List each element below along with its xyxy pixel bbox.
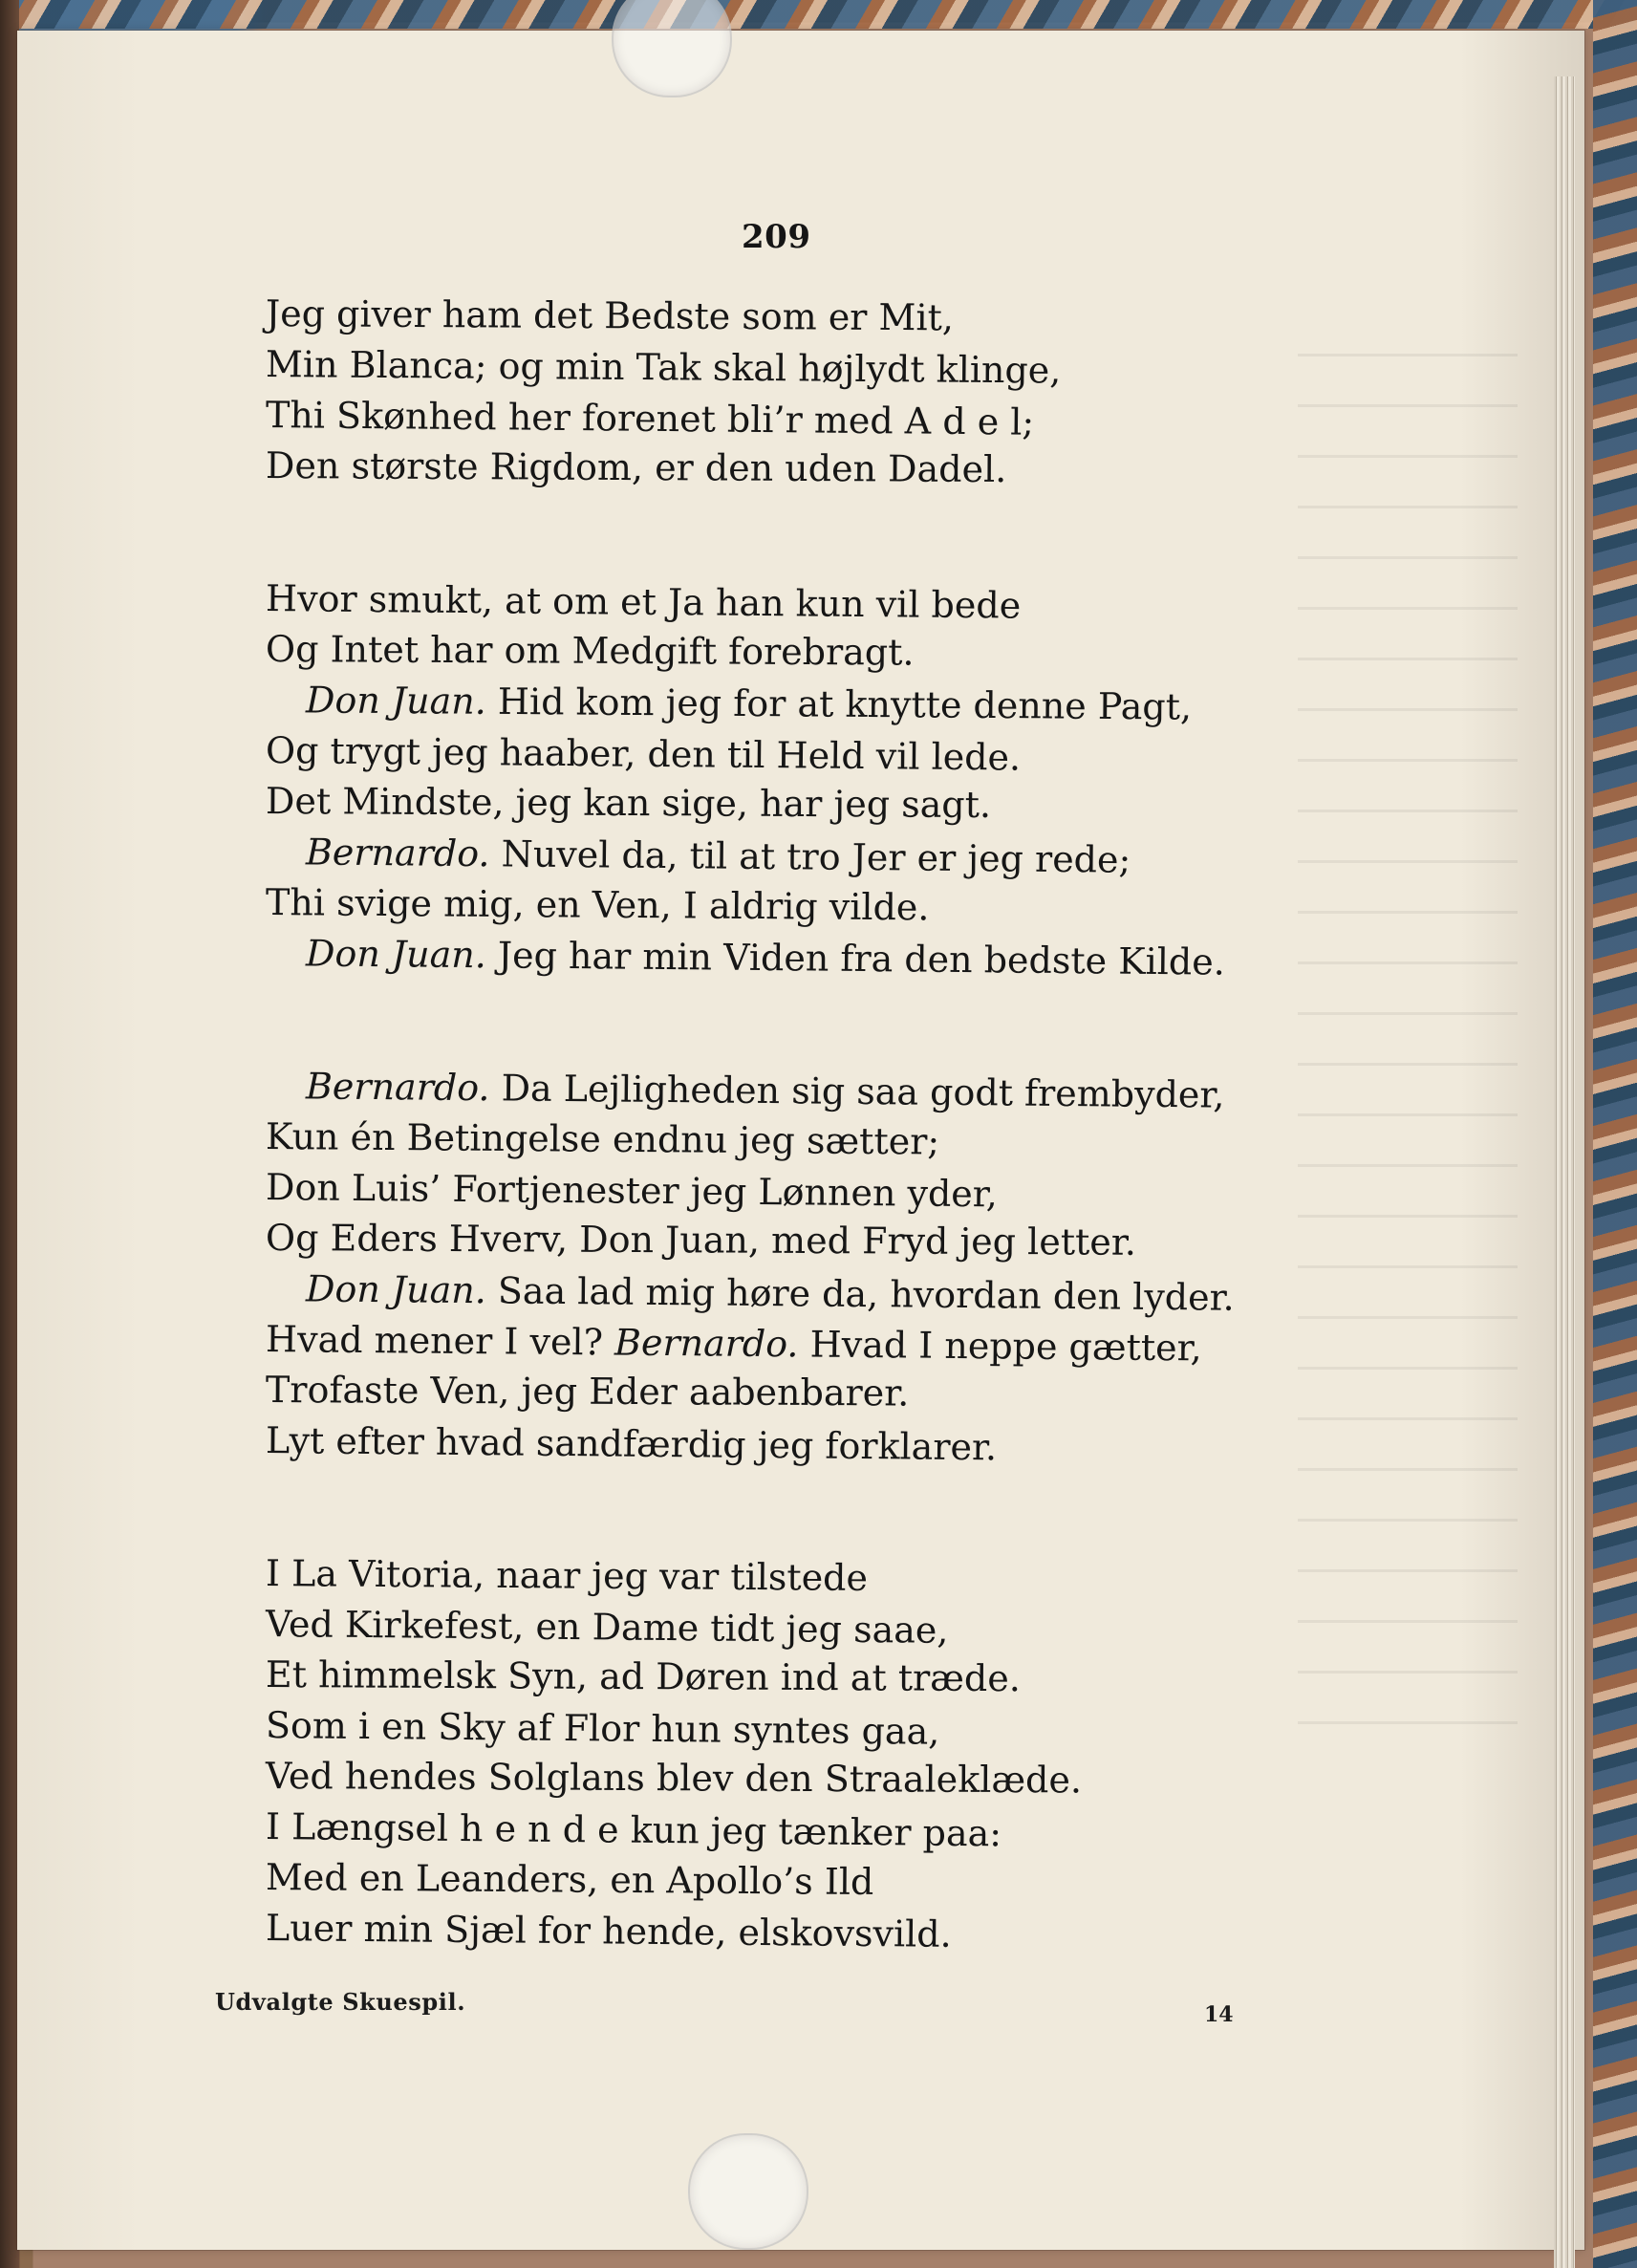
poem-line-16: Og Eders Hverv, Don Juan, med Fryd jeg letter. <box>265 1217 1136 1264</box>
poem-line-2: Min Blanca; og min Tak skal højlydt klinge, <box>265 343 1062 392</box>
speaker-bernardo: Bernardo. <box>614 1321 799 1366</box>
dialogue-text: Nuvel da, til at tro Jer er jeg rede; <box>489 832 1131 881</box>
poem-line-26: I Længsel h e n d e kun jeg tænker paa: <box>265 1805 1002 1855</box>
poem-line-6: Og Intet har om Medgift forebragt. <box>265 628 915 674</box>
speaker-bernardo: Bernardo. <box>305 831 490 875</box>
poem-line-21: I La Vitoria, naar jeg var tilstede <box>265 1552 869 1599</box>
speaker-bernardo: Bernardo. <box>305 1065 490 1110</box>
poem-line-3: Thi Skønhed her forenet bli’r med A d e l; <box>265 394 1035 443</box>
poem-line-9: Det Mindste, jeg kan sige, har jeg sagt. <box>265 780 992 826</box>
poem-line-4: Den største Rigdom, er den uden Dadel. <box>265 444 1007 491</box>
poem-line-20: Lyt efter hvad sandfærdig jeg forklarer. <box>265 1419 998 1469</box>
marbled-right-edge <box>1593 0 1637 2268</box>
dialogue-text: Jeg har min Viden fra den bedste Kilde. <box>485 934 1225 983</box>
page-sheet <box>17 31 1584 2250</box>
show-through-text-shadow <box>1298 317 1518 1751</box>
stanza-gap <box>266 979 1326 1061</box>
page-number: 209 <box>742 218 811 256</box>
dialogue-text: Saa lad mig høre da, hvordan den lyder. <box>485 1269 1235 1319</box>
poem-line-15: Don Luis’ Fortjenester jeg Lønnen yder, <box>265 1166 999 1216</box>
bottom-clip <box>688 2133 808 2250</box>
footer-book-title: Udvalgte Skuespil. <box>215 1988 466 2016</box>
poem-line-22: Ved Kirkefest, en Dame tidt jeg saae, <box>265 1603 949 1652</box>
speaker-don-juan: Don Juan. <box>305 932 487 977</box>
marbled-top-edge <box>0 0 1637 29</box>
page-edge <box>1554 76 1575 2268</box>
stanza-gap <box>266 491 1326 573</box>
poem-line-24: Som i en Sky af Flor hun syntes gaa, <box>265 1704 940 1753</box>
speaker-don-juan: Don Juan. <box>305 679 486 723</box>
poem-line-5: Hvor smukt, at om et Ja han kun vil bede <box>265 577 1022 627</box>
dialogue-text: Hid kom jeg for at knytte denne Pagt, <box>485 680 1193 728</box>
poem-line-25: Ved hendes Solglans blev den Straaleklæde. <box>265 1755 1083 1802</box>
speaker-don-juan: Don Juan. <box>305 1267 487 1312</box>
dialogue-prefix: Hvad mener I vel? <box>265 1318 615 1364</box>
poem-line-19: Trofaste Ven, jeg Eder aabenbarer. <box>265 1369 910 1415</box>
poem-text-block <box>266 289 1326 1954</box>
poem-line-1: Jeg giver ham det Bedste som er Mit, <box>265 292 955 339</box>
poem-line-14: Kun én Betingelse endnu jeg sætter; <box>265 1115 940 1163</box>
stanza-gap <box>266 1466 1326 1548</box>
poem-line-27: Med en Leanders, en Apollo’s Ild <box>265 1856 874 1903</box>
dialogue-text: Da Lejligheden sig saa godt frembyder, <box>489 1067 1225 1116</box>
poem-line-12 <box>266 928 1326 989</box>
footer-signature-number: 14 <box>1204 2002 1234 2027</box>
poem-line-23: Et himmelsk Syn, ad Døren ind at træde. <box>265 1653 1021 1700</box>
book-binding <box>0 0 19 2268</box>
dialogue-text: Hvad I neppe gætter, <box>798 1323 1202 1370</box>
poem-line-28: Luer min Sjæl for hende, elskovsvild. <box>265 1907 952 1955</box>
poem-line-8: Og trygt jeg haaber, den til Held vil lede. <box>265 729 1022 779</box>
poem-line-7 <box>266 675 1326 734</box>
poem-line-11: Thi svige mig, en Ven, I aldrig vilde. <box>265 881 930 929</box>
